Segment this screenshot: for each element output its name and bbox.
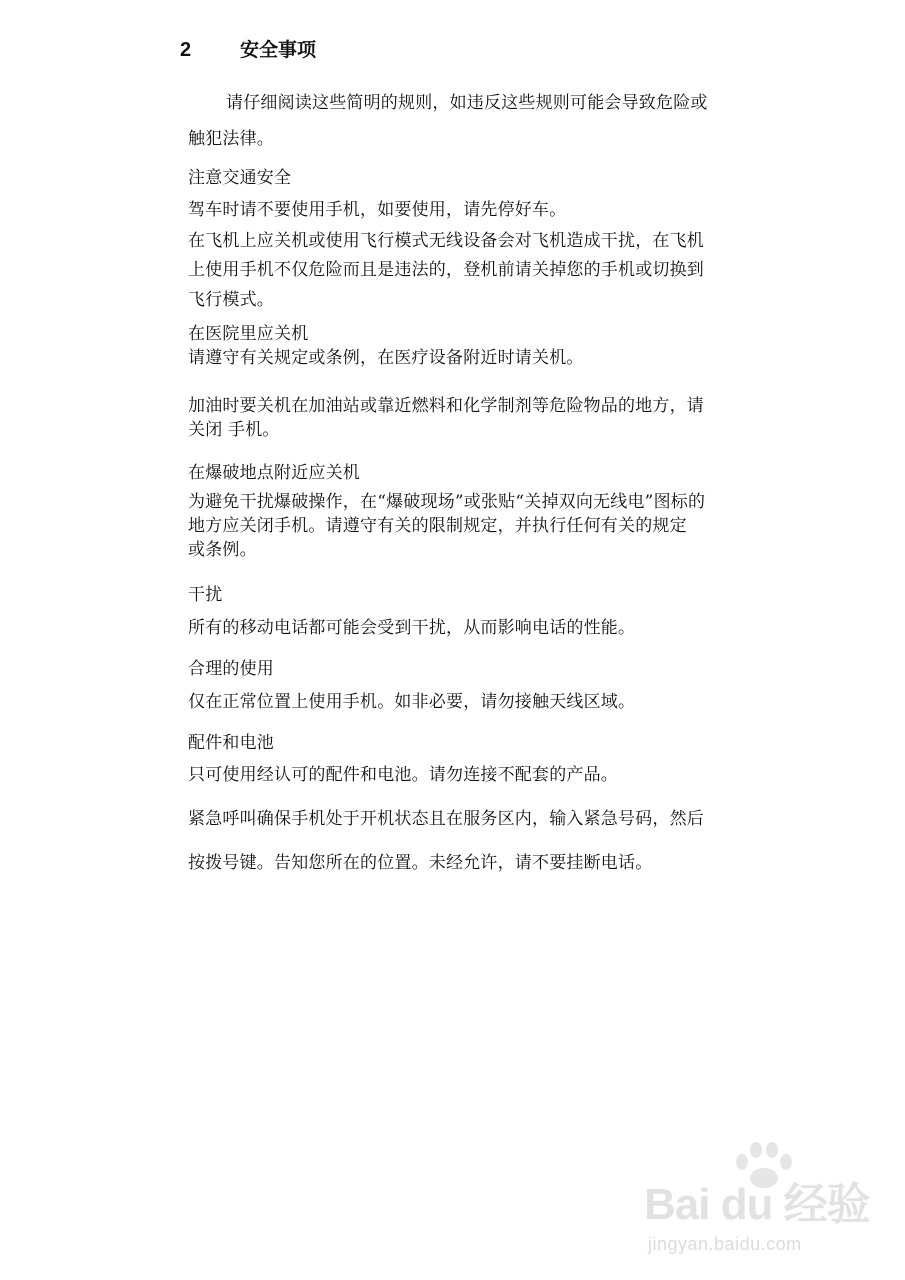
intro-line-2: 触犯法律。 — [188, 129, 274, 149]
intro-line-1: 请仔细阅读这些简明的规则，如违反这些规则可能会导致危险或 — [226, 93, 708, 113]
text-line: 或条例。 — [188, 540, 257, 560]
watermark-logo: Bai du 经验 — [644, 1180, 870, 1229]
text-line: 驾车时请不要使用手机，如要使用，请先停好车。 — [188, 200, 567, 220]
heading-proper-use: 合理的使用 — [188, 659, 274, 679]
text-line: 飞行模式。 — [188, 290, 274, 310]
text-line: 上使用手机不仅危险而且是违法的，登机前请关掉您的手机或切换到 — [188, 260, 704, 280]
text-line: 只可使用经认可的配件和电池。请勿连接不配套的产品。 — [188, 765, 618, 785]
text-line: 加油时要关机在加油站或靠近燃料和化学制剂等危险物品的地方，请 — [188, 396, 704, 416]
text-line: 关闭 手机。 — [188, 420, 280, 440]
heading-interference: 干扰 — [188, 585, 223, 605]
watermark-url: jingyan.baidu.com — [648, 1234, 802, 1254]
text-line: 按拨号键。告知您所在的位置。未经允许，请不要挂断电话。 — [188, 853, 653, 873]
text-line: 在飞机上应关机或使用飞行模式无线设备会对飞机造成干扰，在飞机 — [188, 231, 704, 251]
baidu-jingyan-watermark — [640, 1140, 870, 1270]
heading-traffic-safety: 注意交通安全 — [188, 168, 292, 188]
text-line: 紧急呼叫确保手机处于开机状态且在服务区内，输入紧急号码，然后 — [188, 809, 704, 829]
text-line: 所有的移动电话都可能会受到干扰，从而影响电话的性能。 — [188, 618, 636, 638]
section-number: 2 — [180, 39, 192, 61]
heading-accessories: 配件和电池 — [188, 733, 274, 753]
text-line: 地方应关闭手机。请遵守有关的限制规定，并执行任何有关的规定 — [188, 516, 687, 536]
heading-hospital: 在医院里应关机 — [188, 324, 309, 344]
section-title: 安全事项 — [240, 39, 317, 61]
text-line: 仅在正常位置上使用手机。如非必要，请勿接触天线区域。 — [188, 692, 636, 712]
text-line: 为避免干扰爆破操作，在“爆破现场”或张贴“关掉双向无线电”图标的 — [188, 492, 706, 512]
heading-blasting: 在爆破地点附近应关机 — [188, 463, 360, 483]
text-line: 请遵守有关规定或条例，在医疗设备附近时请关机。 — [188, 348, 584, 368]
